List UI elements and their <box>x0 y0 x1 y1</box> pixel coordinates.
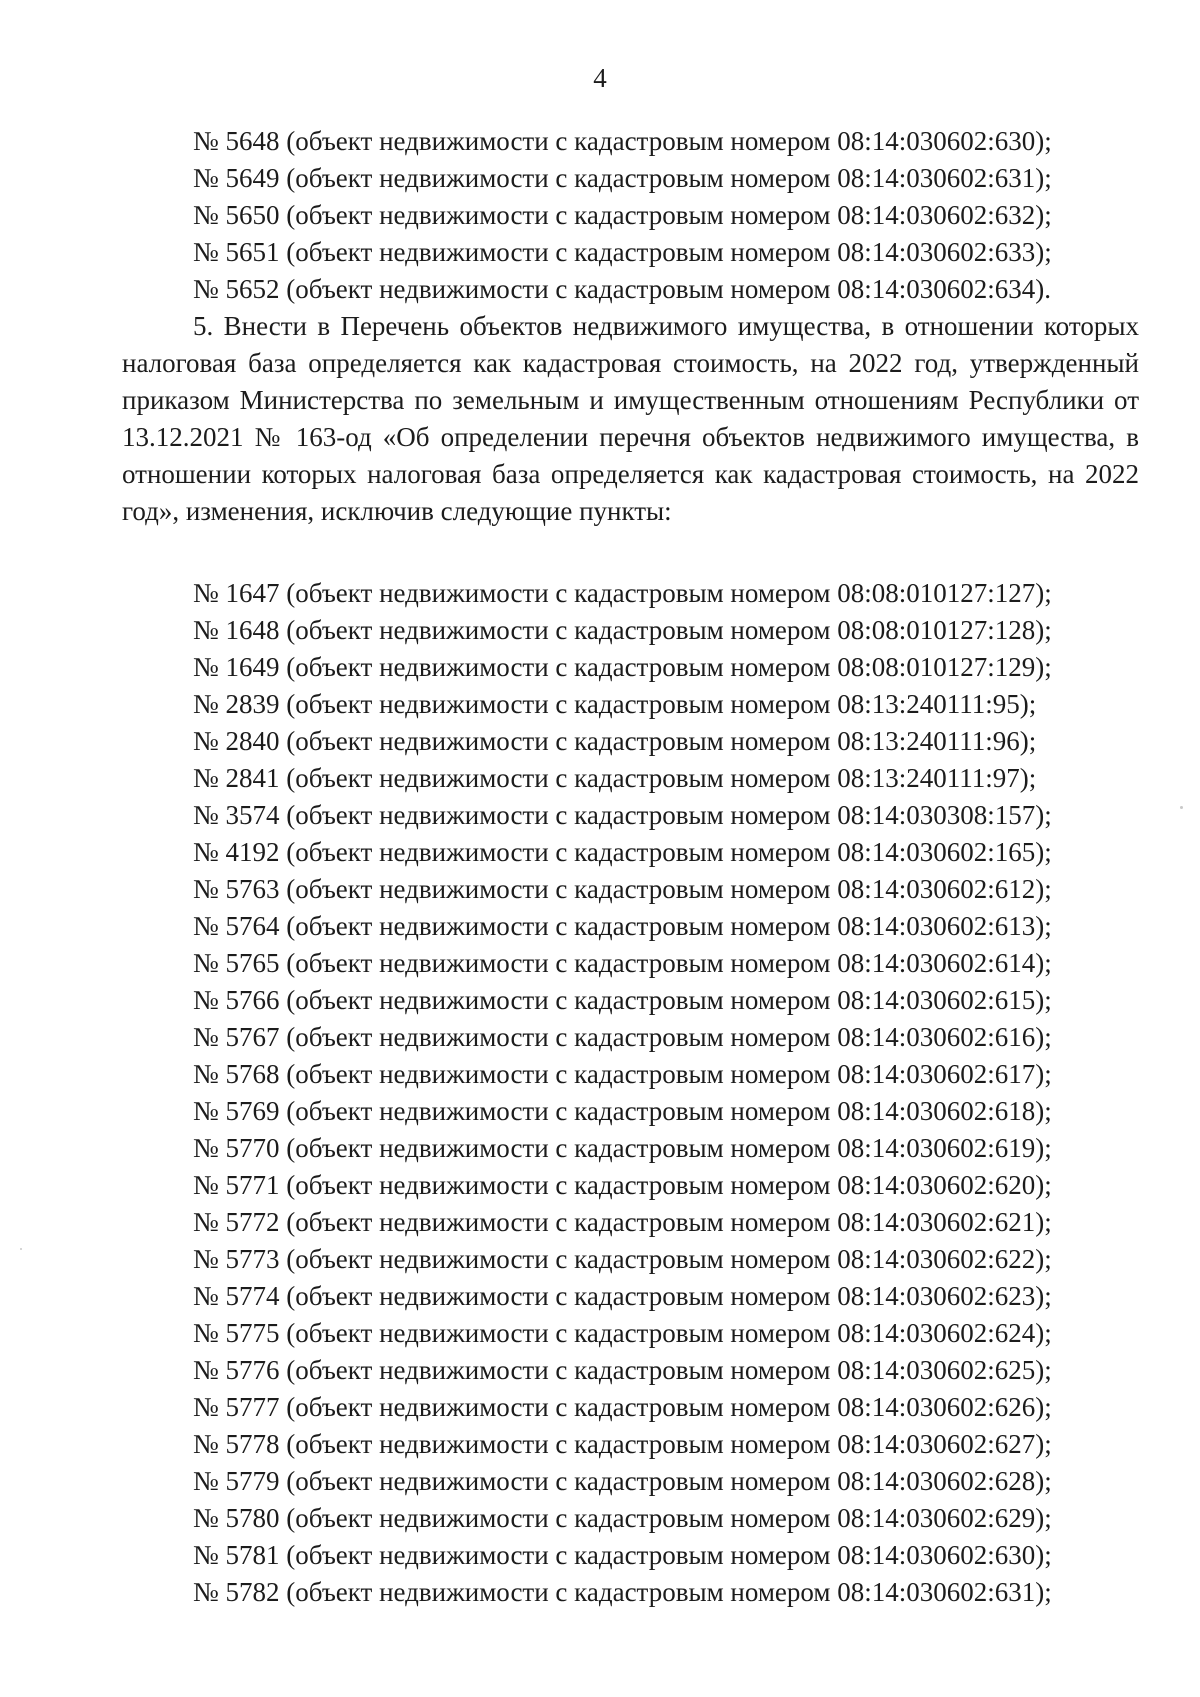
list-item: № 5766 (объект недвижимости с кадастровым номером 08:14:030602:615); <box>193 985 1052 1015</box>
list-item: № 5651 (объект недвижимости с кадастровым номером 08:14:030602:633); <box>193 237 1052 267</box>
list-item: № 5773 (объект недвижимости с кадастровым номером 08:14:030602:622); <box>193 1244 1052 1274</box>
list-item: № 5779 (объект недвижимости с кадастровым номером 08:14:030602:628); <box>193 1466 1052 1496</box>
list-item: № 1647 (объект недвижимости с кадастровым номером 08:08:010127:127); <box>193 578 1052 608</box>
list-item: № 2839 (объект недвижимости с кадастровым номером 08:13:240111:95); <box>193 689 1037 719</box>
list-item: № 5770 (объект недвижимости с кадастровым номером 08:14:030602:619); <box>193 1133 1052 1163</box>
list-item: № 5763 (объект недвижимости с кадастровым номером 08:14:030602:612); <box>193 874 1052 904</box>
list-item: № 5774 (объект недвижимости с кадастровым номером 08:14:030602:623); <box>193 1281 1052 1311</box>
list-item: № 3574 (объект недвижимости с кадастровым номером 08:14:030308:157); <box>193 800 1052 830</box>
list-item: № 5650 (объект недвижимости с кадастровым номером 08:14:030602:632); <box>193 200 1052 230</box>
scan-speck <box>1180 806 1183 809</box>
list-item: № 5772 (объект недвижимости с кадастровым номером 08:14:030602:621); <box>193 1207 1052 1237</box>
list-item: № 5781 (объект недвижимости с кадастровым номером 08:14:030602:630); <box>193 1540 1052 1570</box>
list-item: № 1649 (объект недвижимости с кадастровым номером 08:08:010127:129); <box>193 652 1052 682</box>
list-item: № 5765 (объект недвижимости с кадастровым номером 08:14:030602:614); <box>193 948 1052 978</box>
excluded-items-list-part-b <box>193 575 1052 1611</box>
list-item: № 5771 (объект недвижимости с кадастровым номером 08:14:030602:620); <box>193 1170 1052 1200</box>
list-item: № 5780 (объект недвижимости с кадастровым номером 08:14:030602:629); <box>193 1503 1052 1533</box>
paragraph-5 <box>122 308 1139 530</box>
list-item: № 4192 (объект недвижимости с кадастровым номером 08:14:030602:165); <box>193 837 1052 867</box>
list-item: № 5764 (объект недвижимости с кадастровым номером 08:14:030602:613); <box>193 911 1052 941</box>
list-item: № 5769 (объект недвижимости с кадастровым номером 08:14:030602:618); <box>193 1096 1052 1126</box>
list-item: № 5778 (объект недвижимости с кадастровым номером 08:14:030602:627); <box>193 1429 1052 1459</box>
paragraph-5-text: 5. Внести в Перечень объектов недвижимого имущества, в отношении которых налоговая база определяется как кадастровая стоимость, на 2022 год, утвержденный приказом Министерства по земельным и имущественным отношениям Республики от 13.12.2021 № 163-од «Об определении перечня объектов недвижимого имущества, в отношении которых налоговая база определяется как кадастровая стоимость, на 2022 год», изменения, исключив следующие пункты: <box>122 311 1139 526</box>
list-item: № 5775 (объект недвижимости с кадастровым номером 08:14:030602:624); <box>193 1318 1052 1348</box>
list-item: № 5782 (объект недвижимости с кадастровым номером 08:14:030602:631); <box>193 1577 1052 1607</box>
list-item: № 5777 (объект недвижимости с кадастровым номером 08:14:030602:626); <box>193 1392 1052 1422</box>
list-item: № 2841 (объект недвижимости с кадастровым номером 08:13:240111:97); <box>193 763 1037 793</box>
list-item: № 1648 (объект недвижимости с кадастровым номером 08:08:010127:128); <box>193 615 1052 645</box>
excluded-items-list-part-a <box>193 123 1052 308</box>
page-number: 4 <box>593 63 607 93</box>
list-item: № 5649 (объект недвижимости с кадастровым номером 08:14:030602:631); <box>193 163 1052 193</box>
list-item: № 5767 (объект недвижимости с кадастровым номером 08:14:030602:616); <box>193 1022 1052 1052</box>
list-item: № 5652 (объект недвижимости с кадастровым номером 08:14:030602:634). <box>193 274 1051 304</box>
scan-speck <box>20 1248 22 1250</box>
list-item: № 5648 (объект недвижимости с кадастровым номером 08:14:030602:630); <box>193 126 1052 156</box>
list-item: № 2840 (объект недвижимости с кадастровым номером 08:13:240111:96); <box>193 726 1037 756</box>
list-item: № 5776 (объект недвижимости с кадастровым номером 08:14:030602:625); <box>193 1355 1052 1385</box>
list-item: № 5768 (объект недвижимости с кадастровым номером 08:14:030602:617); <box>193 1059 1052 1089</box>
